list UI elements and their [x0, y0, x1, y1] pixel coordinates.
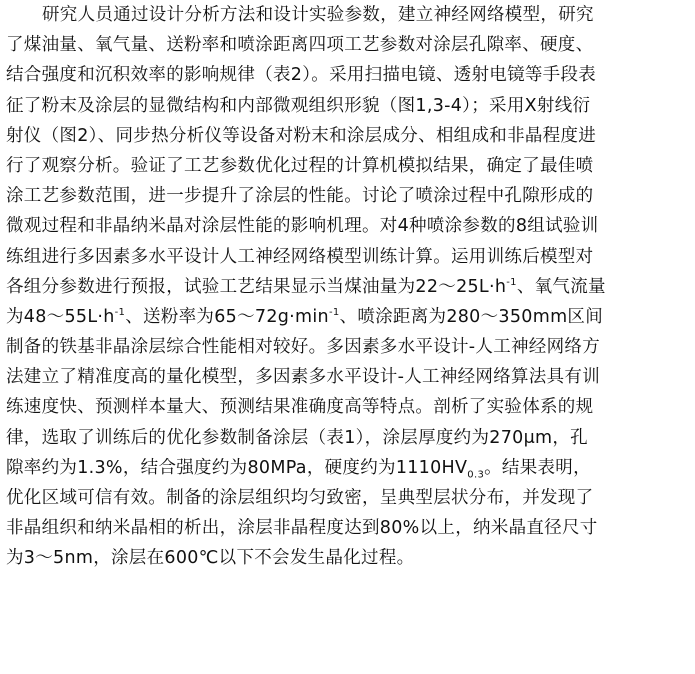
text-line: 结合强度和沉积效率的影响规律（表2）。采用扫描电镜、透射电镜等手段表 — [6, 65, 597, 86]
text-line: 律，选取了训练后的优化参数制备涂层（表1），涂层厚度约为270μm，孔 — [6, 427, 588, 448]
subscript: 0.3 — [467, 469, 485, 481]
text-line — [6, 302, 689, 332]
text-line: 优化区域可信有效。制备的涂层组织均匀致密，呈典型层状分布，并发现了 — [6, 488, 594, 508]
text-line: 研究人员通过设计分析方法和设计实验参数，建立神经网络模型，研究 — [42, 5, 594, 25]
text-line: 射仪（图2）、同步热分析仪等设备对粉末和涂层成分、相组成和非晶程度进 — [6, 125, 597, 146]
text-line: 为3～5nm，涂层在600℃以下不会发生晶化过程。 — [6, 548, 415, 569]
superscript: -1 — [328, 307, 340, 319]
text-segment: 为48～55L·h — [6, 306, 115, 327]
text-line: 征了粉末及涂层的显微结构和内部微观组织形貌（图1,3-4）；采用X射线衍 — [6, 95, 591, 116]
text-segment: 、氧气流量 — [516, 276, 606, 297]
text-line: 练速度快、预测样本量大、预测结果准确度高等特点。剖析了实验体系的规 — [6, 397, 594, 418]
text-segment: 、喷涂距离为280～350mm区间 — [339, 306, 604, 327]
superscript: -1 — [114, 307, 126, 319]
text-line: 涂工艺参数范围，进一步提升了涂层的性能。讨论了喷涂过程中孔隙形成的 — [6, 186, 594, 207]
text-line: 制备的铁基非晶涂层综合性能相对较好。多因素多水平设计-人工神经网络方 — [6, 337, 601, 358]
text-segment: 各组分参数进行预报，试验工艺结果显示当煤油量为22～25L·h — [6, 276, 507, 297]
body-paragraph — [6, 0, 689, 574]
text-segment: 。结果表明， — [484, 457, 591, 478]
superscript: -1 — [506, 276, 517, 288]
text-line: 非晶组织和纳米晶相的析出，涂层非晶程度达到80%以上，纳米晶直径尺寸 — [6, 518, 598, 539]
text-line: 行了观察分析。验证了工艺参数优化过程的计算机模拟结果，确定了最佳喷 — [6, 155, 594, 176]
text-segment: 隙率约为1.3%，结合强度约为80MPa，硬度约为1110HV — [6, 457, 468, 478]
text-line: 微观过程和非晶纳米晶对涂层性能的影响机理。对4种喷涂参数的8组试验训 — [6, 216, 599, 237]
text-segment: 、送粉率为65～72g·min — [125, 306, 329, 327]
text-line: 法建立了精准度高的量化模型，多因素多水平设计-人工神经网络算法具有训 — [6, 367, 601, 388]
text-line: 练组进行多因素多水平设计人工神经网络模型训练计算。运用训练后模型对 — [6, 246, 594, 267]
text-line — [6, 272, 689, 302]
text-line: 了煤油量、氧气量、送粉率和喷涂距离四项工艺参数对涂层孔隙率、硬度、 — [6, 35, 594, 56]
text-line — [6, 453, 689, 483]
